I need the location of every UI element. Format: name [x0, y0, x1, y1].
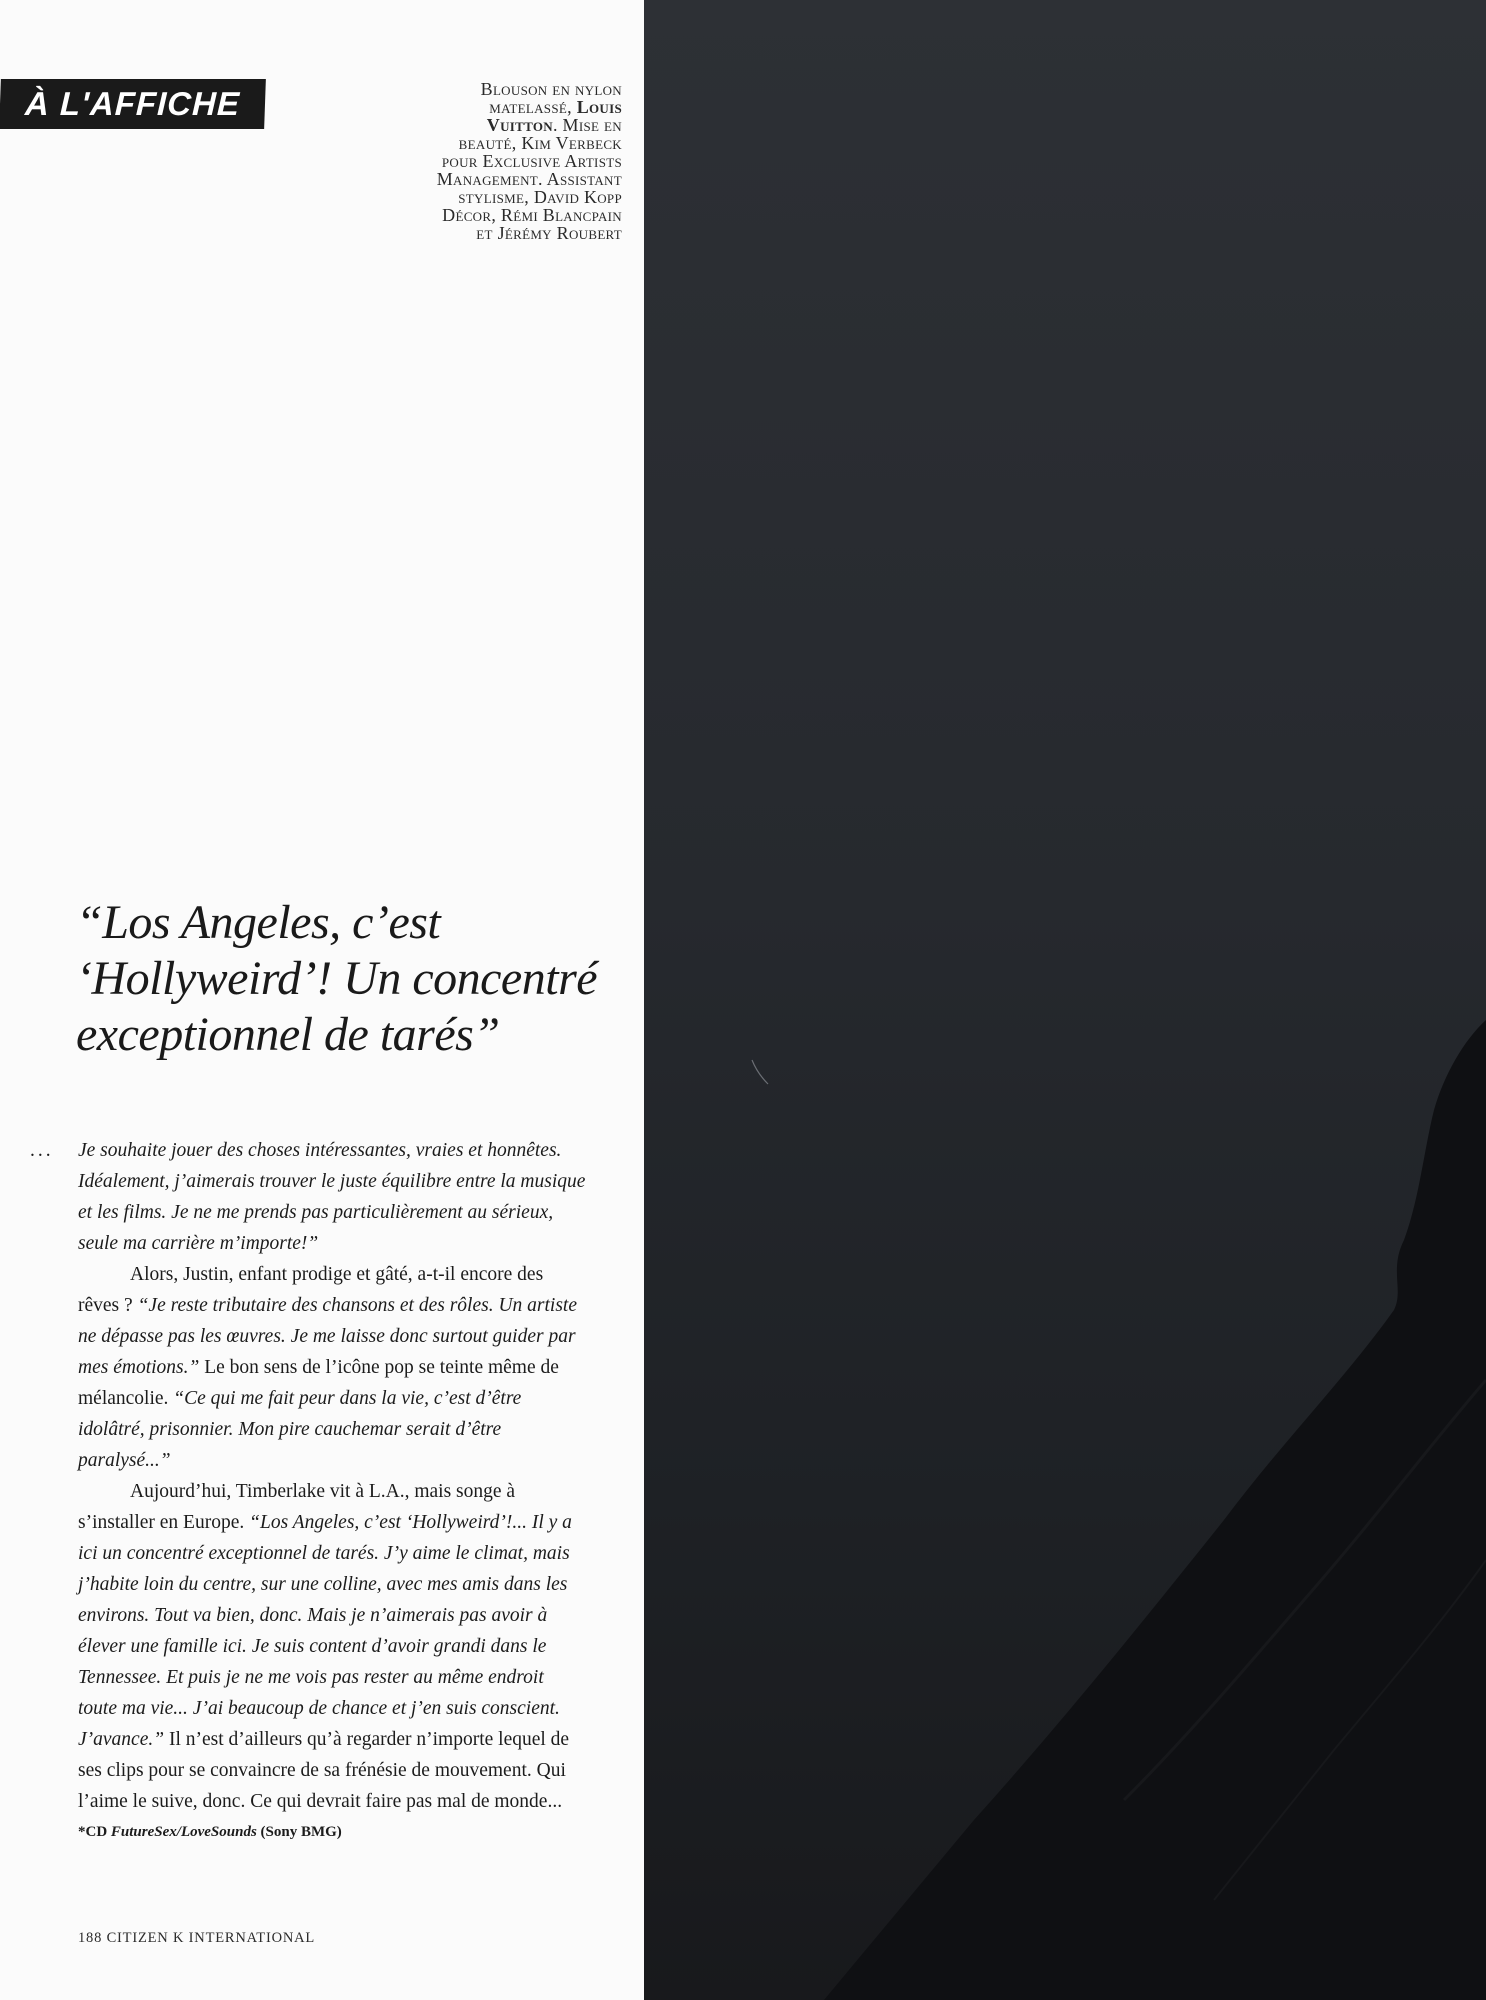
page-folio: 188 CITIZEN K INTERNATIONAL	[78, 1930, 316, 1946]
credits-line: beauté, Kim Verbeck	[458, 133, 622, 153]
article-paragraph: Aujourd’hui, Timberlake vit à L.A., mais songe à s’installer en Europe. “Los Angeles, c’est ‘Hollyweird’!... Il y a ici un concentré exceptionnel de tarés. J’y aime le climat, mais j’habite loin du centre, sur une colline, avec mes amis dans les environs. Tout va bien, donc. Mais je n’aimerais pas avoir à élever une famille ici. Je suis content d’avoir grandi dans le Tennessee. Et puis je ne me vois pas rester au même endroit toute ma vie... J’ai beaucoup de chance et j’en suis conscient. J’avance.” Il n’est d’ailleurs qu’à regarder n’importe lequel de ses clips pour se convaincre de sa frénésie de mouvement. Qui l’aime le suive, donc. Ce qui devrait faire pas mal de monde...	[78, 1481, 572, 1812]
credits-brand: Vuitton	[486, 115, 553, 135]
pull-quote-line: exceptionnel de tarés”	[76, 1008, 500, 1061]
photo-credits	[302, 80, 622, 242]
section-tag	[0, 79, 266, 129]
credits-line: et Jérémy Roubert	[476, 223, 622, 243]
left-page	[0, 0, 644, 2000]
pull-quote-line: “Los Angeles, c’est	[76, 896, 441, 949]
photo-right-page	[644, 0, 1486, 2000]
credits-line: matelassé, Louis	[489, 97, 622, 117]
hair-strand	[752, 1060, 768, 1084]
article-body	[30, 1135, 586, 1845]
credits-line: Blouson en nylon	[480, 79, 622, 99]
pull-quote	[76, 895, 616, 1063]
silhouette-graphic	[644, 0, 1486, 2000]
article-paragraph: Je souhaite jouer des choses intéressantes, vraies et honnêtes. Idéalement, j’aimerais trouver le juste équilibre entre la musique et les films. Je ne me prends pas particulièrement au sérieux, seule ma carrière m’importe!”	[78, 1140, 586, 1254]
credits-line: pour Exclusive Artists	[441, 151, 622, 171]
pull-quote-line: ‘Hollyweird’! Un concentré	[76, 952, 598, 1005]
credits-line: Management. Assistant	[436, 169, 622, 189]
credits-line: Décor, Rémi Blancpain	[442, 205, 622, 225]
shoulder-silhouette	[824, 1020, 1486, 2000]
credits-line: Vuitton. Mise en	[486, 115, 622, 135]
section-tag-label: À L'AFFICHE	[24, 85, 241, 122]
credits-brand: Louis	[576, 97, 622, 117]
article-paragraph: Alors, Justin, enfant prodige et gâté, a-t-il encore des rêves ? “Je reste tributaire des chansons et des rôles. Un artiste ne dépasse pas les œuvres. Je me laisse donc surtout guider par mes émotions.” Le bon sens de l’icône pop se teinte même de mélancolie. “Ce qui me fait peur dans la vie, c’est d’être idolâtré, prisonnier. Mon pire cauchemar serait d’être paralysé...”	[78, 1264, 577, 1471]
footnote: *CD FutureSex/LoveSounds (Sony BMG)	[78, 1824, 342, 1840]
credits-line: stylisme, David Kopp	[458, 187, 622, 207]
lead-ellipsis: ...	[30, 1140, 54, 1161]
